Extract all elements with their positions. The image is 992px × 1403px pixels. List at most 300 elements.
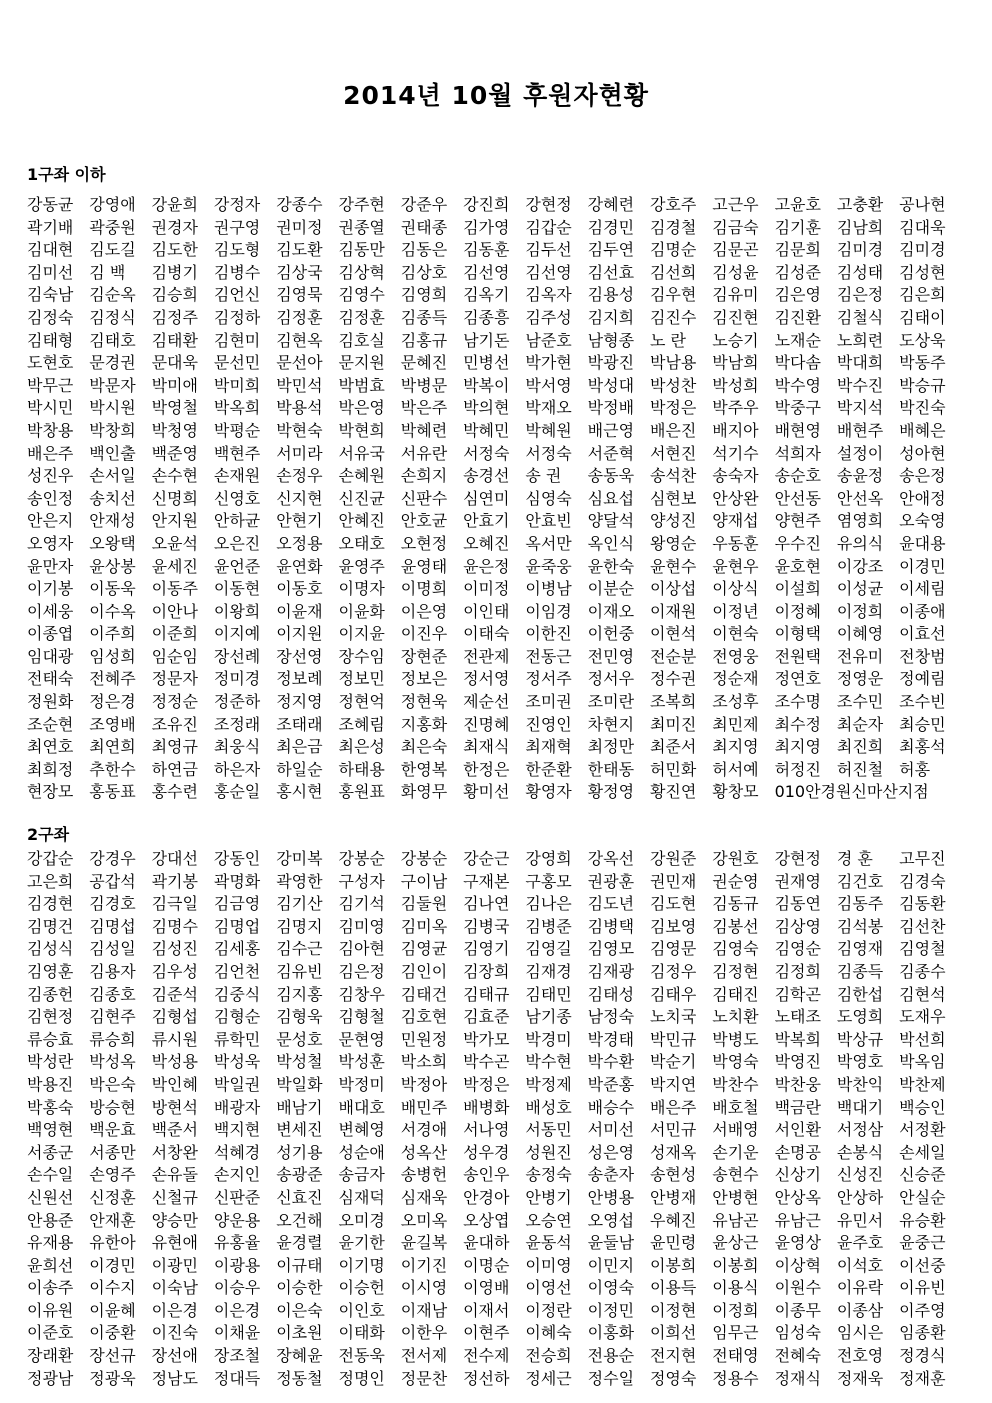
donor-name: 이동욱 [89, 579, 136, 599]
donor-name: 김금영 [213, 894, 261, 914]
donor-name: 최승민 [899, 714, 946, 734]
donor-name: 김기훈 [774, 217, 821, 237]
donor-name: 유의식 [836, 533, 884, 553]
donor-name: 송동욱 [587, 466, 635, 486]
donor-name: 이명희 [400, 579, 448, 599]
donor-name: 김명업 [213, 916, 261, 936]
donor-name: 강동인 [213, 849, 261, 868]
donor-name: 제순선 [463, 692, 510, 712]
donor-name: 전동욱 [338, 1346, 385, 1366]
donor-name: 우수진 [774, 533, 821, 553]
donor-name: 이정희 [712, 1300, 759, 1320]
donor-name: 김상호 [400, 262, 448, 282]
donor-name: 전수제 [463, 1346, 510, 1366]
donor-name: 김병택 [587, 916, 635, 936]
donor-name: 손봉식 [836, 1142, 884, 1162]
donor-name: 오은진 [213, 533, 261, 553]
donor-name: 박준홍 [587, 1074, 635, 1094]
donor-name: 안애정 [899, 488, 946, 508]
donor-name: 안병용 [587, 1187, 635, 1207]
donor-name: 최은숙 [400, 737, 448, 757]
donor-name: 강윤희 [151, 195, 198, 214]
donor-name: 이인호 [338, 1300, 385, 1320]
donor-name: 박서영 [525, 375, 572, 395]
donor-name: 최재식 [463, 737, 510, 757]
donor-name: 장선영 [276, 646, 323, 666]
donor-name: 서미라 [276, 443, 323, 463]
donor-name: 최웅식 [213, 737, 261, 757]
donor-name: 김두연 [587, 240, 635, 260]
donor-name: 장선례 [213, 646, 261, 666]
donor-name: 김도길 [89, 240, 136, 260]
donor-name: 정예림 [899, 669, 946, 689]
donor-name: 이종애 [899, 601, 946, 621]
donor-name: 김영균 [400, 939, 448, 959]
donor-name: 강영애 [89, 195, 136, 214]
donor-name: 이원수 [774, 1278, 821, 1298]
donor-name: 이은숙 [276, 1300, 323, 1320]
donor-name: 신효진 [276, 1187, 323, 1207]
donor-name: 배대호 [338, 1097, 385, 1117]
donor-name: 박정미 [338, 1074, 385, 1094]
donor-name: 양승만 [151, 1210, 198, 1230]
donor-name: 민병선 [463, 353, 510, 373]
donor-name: 박수곤 [463, 1052, 510, 1072]
donor-name: 배은주 [27, 443, 74, 463]
donor-name: 이기진 [400, 1255, 448, 1275]
donor-name: 안경아 [463, 1187, 510, 1207]
donor-name: 김영묵 [276, 285, 323, 305]
donor-name: 전동근 [525, 646, 572, 666]
donor-name: 김호현 [400, 1007, 448, 1027]
donor-name: 강옥선 [587, 849, 635, 868]
donor-name: 정광남 [27, 1368, 74, 1388]
donor-name: 권민재 [649, 871, 697, 891]
donor-name: 이재원 [649, 601, 697, 621]
donor-name: 김옥기 [463, 285, 510, 305]
donor-name: 오영섭 [587, 1210, 635, 1230]
donor-name: 서현진 [649, 443, 697, 463]
donor-name: 문성호 [276, 1029, 323, 1049]
donor-name: 김종호 [89, 984, 136, 1004]
donor-name: 송경선 [463, 466, 510, 486]
donor-name: 염영희 [836, 511, 884, 531]
donor-name: 이현숙 [712, 624, 759, 644]
donor-name: 박찬제 [899, 1074, 946, 1094]
donor-name: 김남희 [836, 217, 884, 237]
donor-name: 배현영 [774, 420, 821, 440]
donor-name: 윤기한 [338, 1233, 385, 1253]
donor-name: 백금란 [774, 1097, 821, 1117]
donor-name: 윤민령 [649, 1233, 697, 1253]
donor-name: 김문희 [774, 240, 821, 260]
donor-name: 김금숙 [712, 217, 759, 237]
donor-name: 이기봉 [27, 579, 74, 599]
donor-name: 윤현수 [649, 556, 697, 576]
donor-name: 김준석 [151, 984, 198, 1004]
donor-name: 정준하 [213, 692, 261, 712]
donor-name: 손수일 [27, 1165, 74, 1185]
donor-name: 이종삼 [836, 1300, 884, 1320]
donor-name: 설정이 [836, 443, 884, 463]
donor-name: 김현옥 [276, 330, 323, 350]
donor-name: 김진수 [649, 307, 697, 327]
donor-name: 홍시현 [276, 782, 323, 802]
donor-name: 이효선 [899, 624, 946, 644]
donor-name: 김동연 [774, 894, 821, 914]
donor-name: 강순근 [463, 849, 510, 868]
donor-name: 이정년 [712, 601, 759, 621]
donor-name: 이정민 [587, 1300, 635, 1320]
donor-name: 오왕택 [89, 533, 136, 553]
donor-name: 김학곤 [774, 984, 821, 1004]
donor-name: 김우성 [151, 961, 198, 981]
donor-name: 전영웅 [712, 646, 759, 666]
donor-name: 박정은 [463, 1074, 510, 1094]
donor-name: 전용순 [587, 1346, 635, 1366]
donor-name: 박가현 [525, 353, 572, 373]
donor-name: 곽기배 [27, 217, 74, 237]
donor-name: 김성진 [151, 939, 198, 959]
donor-name: 이세림 [899, 579, 946, 599]
donor-name: 강갑순 [27, 849, 74, 868]
donor-name: 홍동표 [89, 782, 136, 802]
donor-name: 배민주 [400, 1097, 448, 1117]
donor-name: 강현정 [525, 195, 572, 214]
donor-name: 이승헌 [338, 1278, 385, 1298]
donor-name: 허서예 [712, 759, 759, 779]
donor-name: 윤경렬 [276, 1233, 323, 1253]
donor-name: 조유진 [151, 714, 198, 734]
donor-name: 김효준 [463, 1007, 510, 1027]
donor-name: 하연금 [151, 759, 198, 779]
donor-name: 박병도 [712, 1029, 759, 1049]
donor-name: 김동주 [836, 894, 884, 914]
donor-name: 이정현 [649, 1300, 697, 1320]
donor-name: 이임경 [525, 601, 572, 621]
donor-name: 김선찬 [899, 916, 946, 936]
donor-name: 이설희 [774, 579, 821, 599]
donor-name: 안상완 [712, 488, 759, 508]
donor-name: 서나영 [463, 1120, 510, 1140]
donor-name: 이미정 [463, 579, 510, 599]
donor-name: 노 란 [649, 330, 686, 350]
donor-name: 곽영한 [276, 871, 323, 891]
donor-name: 김선희 [649, 262, 697, 282]
donor-name: 남정숙 [587, 1007, 635, 1027]
donor-name: 황미선 [463, 782, 510, 802]
donor-name: 윤주호 [836, 1233, 884, 1253]
donor-name: 고은희 [27, 871, 74, 891]
donor-name: 이희선 [649, 1323, 697, 1343]
donor-name: 김은정 [338, 961, 385, 981]
donor-name: 장래환 [27, 1346, 74, 1366]
donor-name: 이인태 [463, 601, 510, 621]
donor-name: 하일순 [276, 759, 323, 779]
donor-name: 김장희 [463, 961, 510, 981]
donor-name: 이동현 [213, 579, 261, 599]
donor-name: 박찬웅 [774, 1074, 821, 1094]
donor-name: 류승효 [27, 1029, 74, 1049]
donor-name: 박영호 [836, 1052, 884, 1072]
donor-name: 강영희 [525, 849, 572, 868]
donor-name: 강원준 [649, 849, 697, 868]
donor-name: 방현석 [151, 1097, 198, 1117]
donor-name: 김우현 [649, 285, 697, 305]
donor-name: 안병현 [712, 1187, 759, 1207]
donor-name: 최진희 [836, 737, 884, 757]
donor-name: 송치선 [89, 488, 136, 508]
donor-name: 오윤석 [151, 533, 198, 553]
donor-name: 심재덕 [338, 1187, 385, 1207]
donor-name: 최정만 [587, 737, 635, 757]
donor-name: 김영철 [899, 939, 946, 959]
donor-name: 오미경 [338, 1210, 385, 1230]
donor-name: 심현보 [649, 488, 697, 508]
donor-name: 박성찬 [649, 375, 697, 395]
donor-name: 허정진 [774, 759, 821, 779]
donor-name: 이현석 [649, 624, 697, 644]
donor-name: 최순자 [836, 714, 884, 734]
donor-name: 백대기 [836, 1097, 884, 1117]
donor-name: 박일화 [276, 1074, 323, 1094]
donor-name: 이윤재 [276, 601, 323, 621]
donor-name: 임무근 [712, 1323, 759, 1343]
donor-name: 최수정 [774, 714, 821, 734]
donor-name: 이성균 [836, 579, 884, 599]
donor-name: 유재용 [27, 1233, 74, 1253]
donor-name: 구성자 [338, 871, 385, 891]
donor-name: 박영철 [151, 398, 198, 418]
donor-name: 박문자 [89, 375, 136, 395]
donor-name: 권구영 [213, 217, 261, 237]
donor-name: 김명건 [27, 916, 74, 936]
donor-name: 권미정 [276, 217, 323, 237]
donor-name: 류학민 [213, 1029, 261, 1049]
donor-name: 김병국 [463, 916, 510, 936]
donor-name: 박의현 [463, 398, 510, 418]
donor-name: 안선동 [774, 488, 821, 508]
donor-name: 이태숙 [463, 624, 510, 644]
donor-name: 한영복 [400, 759, 448, 779]
donor-name: 유홍율 [213, 1233, 261, 1253]
donor-name: 최준서 [649, 737, 697, 757]
donor-name: 배지아 [712, 420, 759, 440]
donor-name: 박상규 [836, 1029, 884, 1049]
donor-name: 김정우 [649, 961, 697, 981]
donor-name: 임성희 [89, 646, 136, 666]
donor-name: 도상욱 [899, 330, 946, 350]
donor-name: 송병헌 [400, 1165, 448, 1185]
donor-name: 윤영태 [400, 556, 448, 576]
donor-name: 문선민 [213, 353, 261, 373]
donor-name: 송광준 [276, 1165, 323, 1185]
donor-name: 서창완 [151, 1142, 198, 1162]
donor-name: 노승기 [712, 330, 759, 350]
donor-name: 고근우 [712, 195, 759, 214]
donor-name: 김순옥 [89, 285, 136, 305]
donor-name: 황정영 [587, 782, 635, 802]
donor-name: 양현주 [774, 511, 821, 531]
donor-name: 윤대용 [899, 533, 946, 553]
donor-name: 강동균 [27, 195, 74, 214]
donor-name: 김재광 [587, 961, 635, 981]
donor-name: 박동주 [899, 353, 946, 373]
donor-name: 송현성 [649, 1165, 697, 1185]
donor-name: 김철식 [836, 307, 884, 327]
donor-name: 성옥산 [400, 1142, 448, 1162]
donor-name: 김동규 [712, 894, 759, 914]
donor-name: 허민화 [649, 759, 697, 779]
donor-name: 유남곤 [712, 1210, 759, 1230]
donor-name: 정재식 [774, 1368, 821, 1388]
donor-name: 김은정 [836, 285, 884, 305]
donor-name: 최재혁 [525, 737, 572, 757]
donor-name: 박성옥 [89, 1052, 136, 1072]
donor-name: 김영기 [463, 939, 510, 959]
donor-name: 박용진 [27, 1074, 74, 1094]
donor-name: 김미영 [338, 916, 385, 936]
donor-name: 남형종 [587, 330, 635, 350]
donor-name: 윤현우 [712, 556, 759, 576]
donor-name: 허홍 [899, 759, 931, 779]
donor-name: 경 훈 [836, 849, 873, 868]
donor-name: 신정훈 [89, 1187, 136, 1207]
donor-name: 백준영 [151, 443, 198, 463]
donor-name: 강경우 [89, 849, 136, 868]
donor-name: 정동철 [276, 1368, 323, 1388]
donor-name: 신상기 [774, 1165, 821, 1185]
donor-name: 박성희 [712, 375, 759, 395]
donor-name: 이윤화 [338, 601, 385, 621]
donor-name: 박혜원 [525, 420, 572, 440]
donor-name: 김태환 [151, 330, 198, 350]
donor-name: 조수명 [774, 692, 821, 712]
donor-name: 이현주 [463, 1323, 510, 1343]
donor-name: 박재오 [525, 398, 572, 418]
donor-name: 안효기 [463, 511, 510, 531]
donor-name: 박경미 [525, 1029, 572, 1049]
donor-name: 심영숙 [525, 488, 572, 508]
donor-name: 안재훈 [89, 1210, 136, 1230]
donor-name: 이은경 [213, 1300, 261, 1320]
donor-name: 김도환 [276, 240, 323, 260]
donor-name: 김대욱 [899, 217, 946, 237]
donor-name: 김기석 [338, 894, 385, 914]
donor-name: 노희련 [836, 330, 884, 350]
donor-name: 유민서 [836, 1210, 884, 1230]
donor-name: 전민영 [587, 646, 635, 666]
donor-name: 김성현 [899, 262, 946, 282]
donor-name: 강원호 [712, 849, 759, 868]
donor-name: 김 백 [89, 262, 126, 282]
donor-name: 신원선 [27, 1187, 74, 1207]
donor-name: 이경민 [89, 1255, 136, 1275]
donor-name: 안용준 [27, 1210, 74, 1230]
donor-name: 정서주 [525, 669, 572, 689]
donor-name: 배광자 [213, 1097, 261, 1117]
donor-name: 조순현 [27, 714, 74, 734]
donor-name: 박평순 [213, 420, 261, 440]
donor-name: 성원진 [525, 1142, 572, 1162]
donor-name: 손세일 [899, 1142, 946, 1162]
donor-name: 김진현 [712, 307, 759, 327]
donor-name: 전원택 [774, 646, 821, 666]
donor-name: 박은영 [338, 398, 385, 418]
donor-name: 홍순일 [213, 782, 261, 802]
donor-name: 지홍화 [400, 714, 448, 734]
section-heading-2: 2구좌 [27, 825, 70, 844]
donor-name: 이미영 [525, 1255, 572, 1275]
donor-name: 송윤정 [836, 466, 884, 486]
donor-name: 정선하 [463, 1368, 510, 1388]
donor-name: 백지현 [213, 1120, 261, 1140]
donor-name: 이유빈 [899, 1278, 946, 1298]
donor-name: 박정제 [525, 1074, 572, 1094]
donor-name: 이영선 [525, 1278, 572, 1298]
donor-name: 박인혜 [151, 1074, 198, 1094]
donor-name: 강정자 [213, 195, 261, 214]
donor-name: 이채윤 [213, 1323, 261, 1343]
donor-name: 송숙자 [712, 466, 759, 486]
donor-name: 최영규 [151, 737, 198, 757]
donor-name: 강봉순 [338, 849, 385, 868]
donor-name: 박홍숙 [27, 1097, 74, 1117]
donor-name: 박범효 [338, 375, 385, 395]
donor-name: 정지영 [276, 692, 323, 712]
donor-name: 양성진 [649, 511, 697, 531]
donor-name: 정문자 [151, 669, 198, 689]
donor-name: 이형택 [774, 624, 821, 644]
donor-name: 이진숙 [151, 1323, 198, 1343]
donor-name: 우동훈 [712, 533, 759, 553]
donor-name: 김나은 [525, 894, 572, 914]
donor-name: 김재경 [525, 961, 572, 981]
donor-name: 김병준 [525, 916, 572, 936]
donor-name: 이홍화 [587, 1323, 635, 1343]
donor-name: 유승환 [899, 1210, 946, 1230]
donor-name: 박청영 [151, 420, 198, 440]
donor-name: 박수현 [525, 1052, 572, 1072]
donor-name: 정수일 [587, 1368, 635, 1388]
donor-name: 옥서만 [525, 533, 572, 553]
donor-name: 노재순 [774, 330, 821, 350]
donor-name: 이준호 [27, 1323, 74, 1343]
donor-name: 도재우 [899, 1007, 946, 1027]
donor-name: 김홍규 [400, 330, 448, 350]
donor-name: 이영배 [463, 1278, 510, 1298]
donor-name: 김아현 [338, 939, 385, 959]
donor-name: 오숙영 [899, 511, 946, 531]
donor-name: 윤영상 [774, 1233, 821, 1253]
donor-name: 허진철 [836, 759, 884, 779]
donor-name: 안호균 [400, 511, 448, 531]
donor-name: 김건호 [836, 871, 884, 891]
donor-name: 김숙남 [27, 285, 74, 305]
donor-name: 박대희 [836, 353, 884, 373]
donor-name: 이초원 [276, 1323, 323, 1343]
donor-name: 조혜림 [338, 714, 385, 734]
donor-name: 배혜은 [899, 420, 946, 440]
donor-name: 손재원 [213, 466, 261, 486]
donor-name: 송은정 [899, 466, 946, 486]
donor-name: 문경권 [89, 353, 136, 373]
donor-name: 박옥임 [899, 1052, 946, 1072]
donor-name: 정재욱 [836, 1368, 884, 1388]
donor-name: 윤상봉 [89, 556, 136, 576]
donor-name: 김지희 [587, 307, 635, 327]
donor-name: 이민지 [587, 1255, 635, 1275]
